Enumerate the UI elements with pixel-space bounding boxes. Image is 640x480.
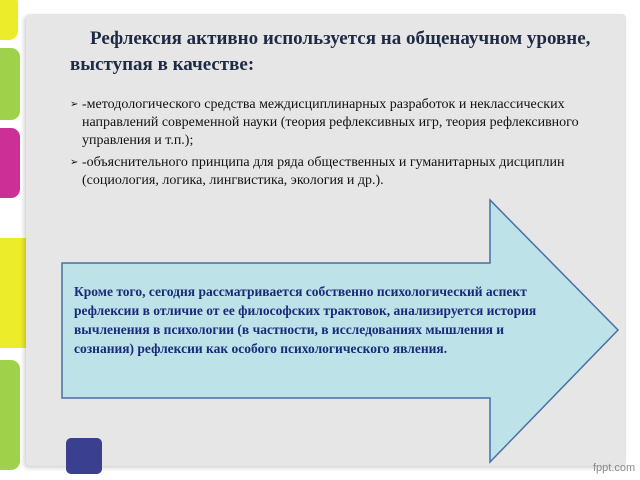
watermark-text: fppt.com <box>593 462 636 474</box>
bullet-text: -объяснительного принципа для ряда общественных и гуманитарных дисциплин (социология, логика, лингвистика, экология и др.). <box>82 155 565 188</box>
slide-title: Рефлексия активно используется на общенаучном уровне, выступая в качестве: <box>70 28 591 75</box>
bullet-text: -методологического средства междисциплинарных разработок и неклассических направлений современной науки (теория рефлексивных игр, теория рефлексивного управления и т.п.); <box>82 97 579 148</box>
arrow-bullet-icon: ➢ <box>70 157 79 168</box>
arrow-bullet-icon: ➢ <box>70 99 79 110</box>
arrow-callout-text: Кроме того, сегодня рассматривается собственно психологический аспект рефлексии в отличие от ее философских трактовок, анализируется история вычленения в психологии (в частности, в исследованиях мышления и сознания) рефлексии как особого психологического явления. <box>74 284 537 356</box>
decor-square-navy <box>66 438 102 474</box>
